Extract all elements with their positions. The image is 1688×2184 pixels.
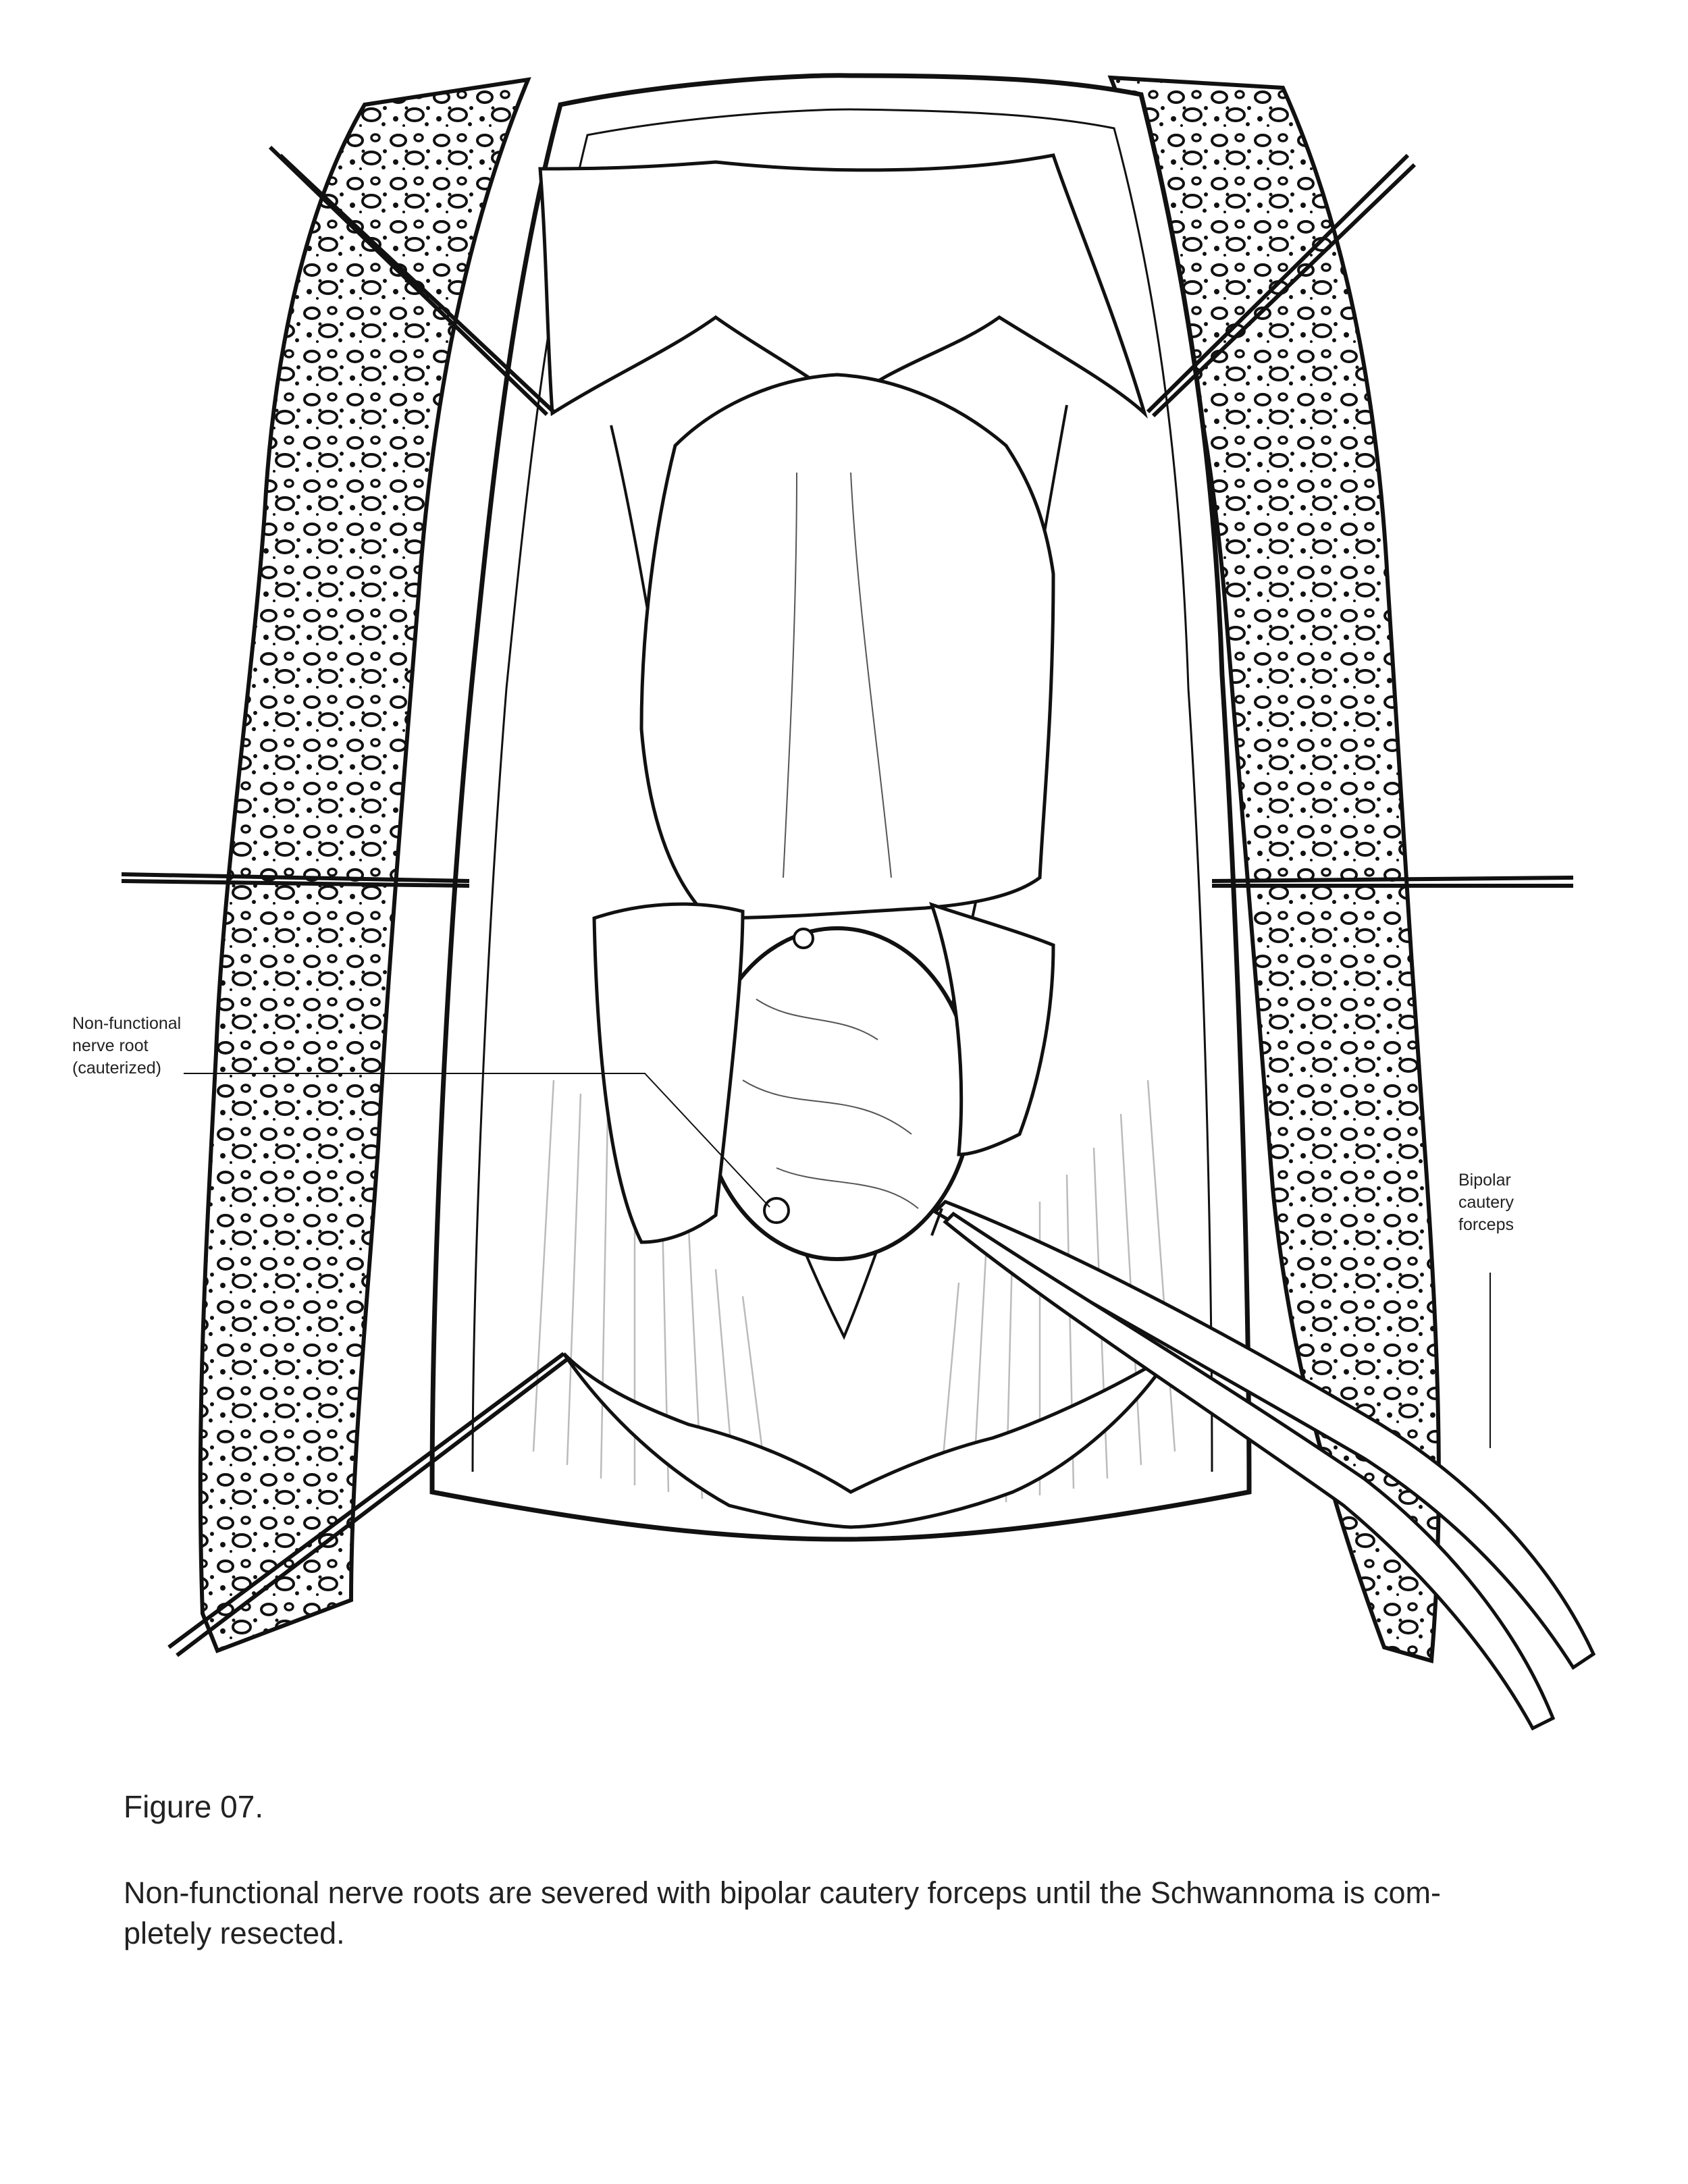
cauterized-nerve-root: [764, 1198, 789, 1223]
schwannoma-tumor: [594, 375, 1053, 1259]
figure-number: Figure 07.: [124, 1789, 264, 1824]
forceps-label: Bipolar cautery forceps: [1458, 1171, 1514, 1234]
nerve-root-label: Non-functional nerve root (cauterized): [72, 1014, 182, 1077]
figure-caption: Non-functional nerve roots are severed with bipolar cautery forceps until the Schwannoma is com- pletely resected.: [124, 1875, 1441, 1950]
